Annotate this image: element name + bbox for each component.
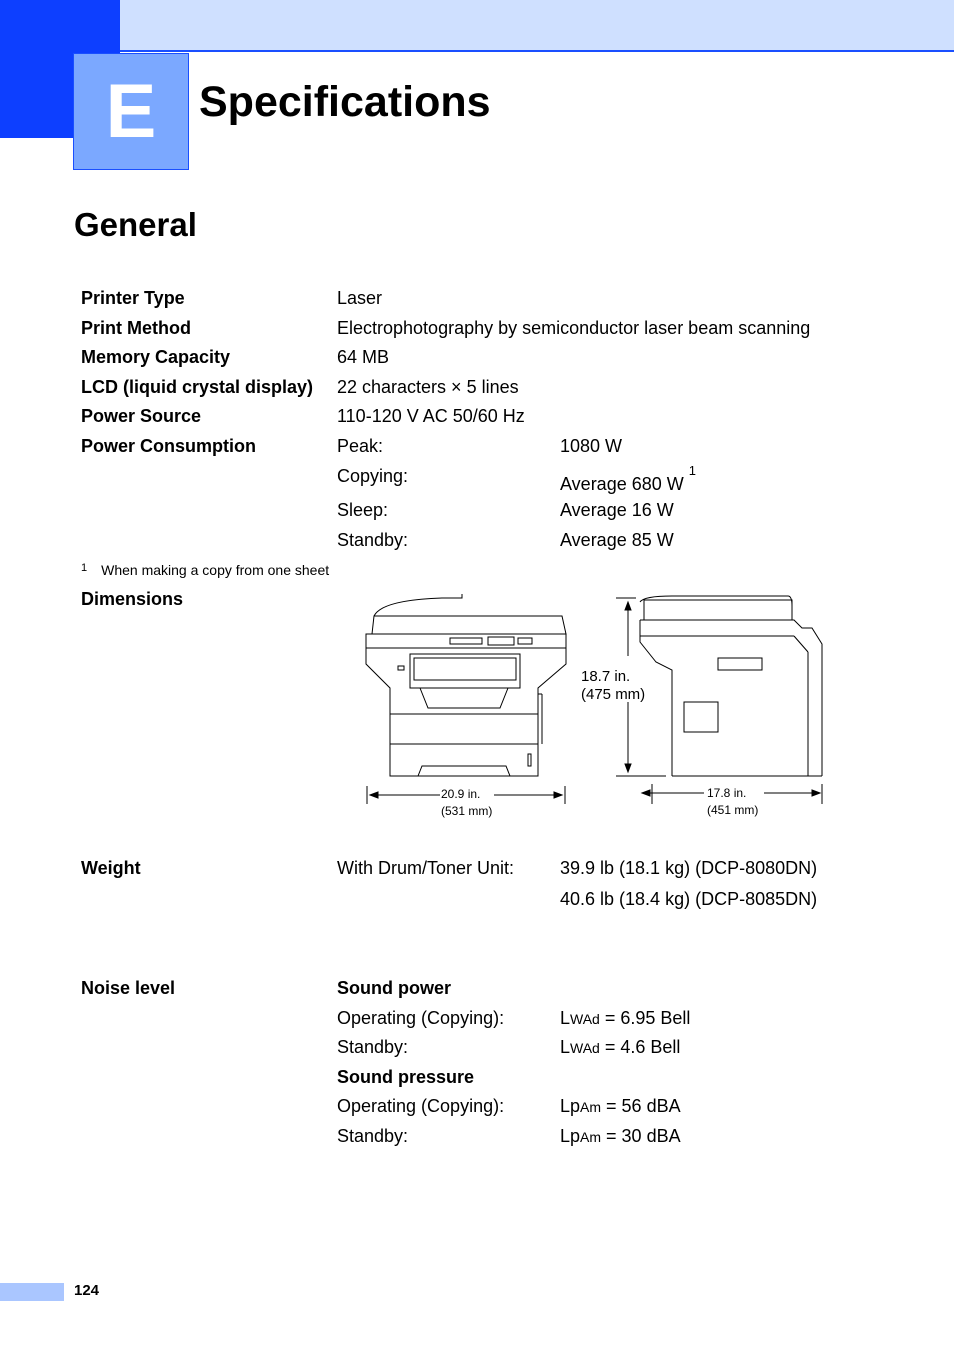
printer-type-value: Laser <box>337 288 383 308</box>
lcd-value: 22 characters × 5 lines <box>337 377 519 397</box>
dimensions-label: Dimensions <box>81 589 184 609</box>
memory-label: Memory Capacity <box>81 347 231 367</box>
noise-mode: Operating (Copying): <box>337 1008 505 1028</box>
power-value <box>560 463 696 494</box>
width-in: 20.9 in. <box>441 787 481 801</box>
noise-amount: = 6.95 Bell <box>599 1008 691 1028</box>
depth-mm: (451 mm) <box>707 803 759 817</box>
noise-value <box>560 1008 690 1029</box>
noise-value <box>560 1126 681 1147</box>
page-tab <box>0 1283 64 1301</box>
memory-value: 64 MB <box>337 347 390 367</box>
width-mm: (531 mm) <box>441 804 493 818</box>
noise-amount: = 30 dBA <box>601 1126 681 1146</box>
power-value-text: Average 680 W <box>560 474 684 494</box>
depth-dimension <box>707 785 758 819</box>
printer-type-label: Printer Type <box>81 288 185 308</box>
noise-subscript: Am <box>580 1099 602 1115</box>
sound-power-heading: Sound power <box>337 978 451 998</box>
sound-pressure-heading: Sound pressure <box>337 1067 475 1087</box>
section-title: General <box>74 206 197 243</box>
noise-mode: Standby: <box>337 1037 409 1057</box>
width-dimension <box>441 786 492 820</box>
noise-symbol: L <box>560 1008 571 1028</box>
power-value: 1080 W <box>560 436 623 456</box>
power-consumption-label: Power Consumption <box>81 436 256 456</box>
footnote-text: When making a copy from one sheet <box>101 562 330 578</box>
footnote <box>81 562 329 578</box>
chapter-title: Specifications <box>199 78 491 126</box>
weight-value: 39.9 lb (18.1 kg) (DCP-8080DN) <box>560 858 818 878</box>
noise-amount: = 56 dBA <box>601 1096 681 1116</box>
lcd-label: LCD (liquid crystal display) <box>81 377 314 397</box>
footnote-number: 1 <box>81 562 88 574</box>
weight-label: Weight <box>81 858 141 878</box>
chapter-letter: E <box>73 53 189 170</box>
header-band <box>120 0 954 52</box>
power-mode: Copying: <box>337 466 409 486</box>
noise-label: Noise level <box>81 978 176 998</box>
noise-mode: Standby: <box>337 1126 409 1146</box>
noise-symbol: Lp <box>560 1126 581 1146</box>
power-value: Average 16 W <box>560 500 674 520</box>
weight-value: 40.6 lb (18.4 kg) (DCP-8085DN) <box>560 889 818 909</box>
printer-front-view <box>362 594 572 809</box>
depth-in: 17.8 in. <box>707 786 747 800</box>
noise-symbol: L <box>560 1037 571 1057</box>
power-source-label: Power Source <box>81 406 202 426</box>
noise-subscript: WAd <box>570 1040 600 1056</box>
noise-amount: = 4.6 Bell <box>599 1037 681 1057</box>
power-value: Average 85 W <box>560 530 674 550</box>
height-in: 18.7 in. <box>581 668 631 685</box>
height-mm: (475 mm) <box>581 686 646 703</box>
power-mode: Standby: <box>337 530 409 550</box>
page-number: 124 <box>74 1282 100 1299</box>
power-mode: Peak: <box>337 436 384 456</box>
print-method-label: Print Method <box>81 318 191 338</box>
noise-mode: Operating (Copying): <box>337 1096 505 1116</box>
power-mode: Sleep: <box>337 500 389 520</box>
weight-sublabel: With Drum/Toner Unit: <box>337 858 515 878</box>
noise-subscript: WAd <box>570 1011 600 1027</box>
height-dimension <box>581 668 645 704</box>
print-method-value: Electrophotography by semiconductor laser beam scanning <box>337 318 811 338</box>
noise-value <box>560 1037 680 1058</box>
power-source-value: 110-120 V AC 50/60 Hz <box>337 406 525 426</box>
noise-subscript: Am <box>580 1129 602 1145</box>
noise-symbol: Lp <box>560 1096 581 1116</box>
footnote-ref: 1 <box>688 463 696 478</box>
noise-value <box>560 1096 681 1117</box>
